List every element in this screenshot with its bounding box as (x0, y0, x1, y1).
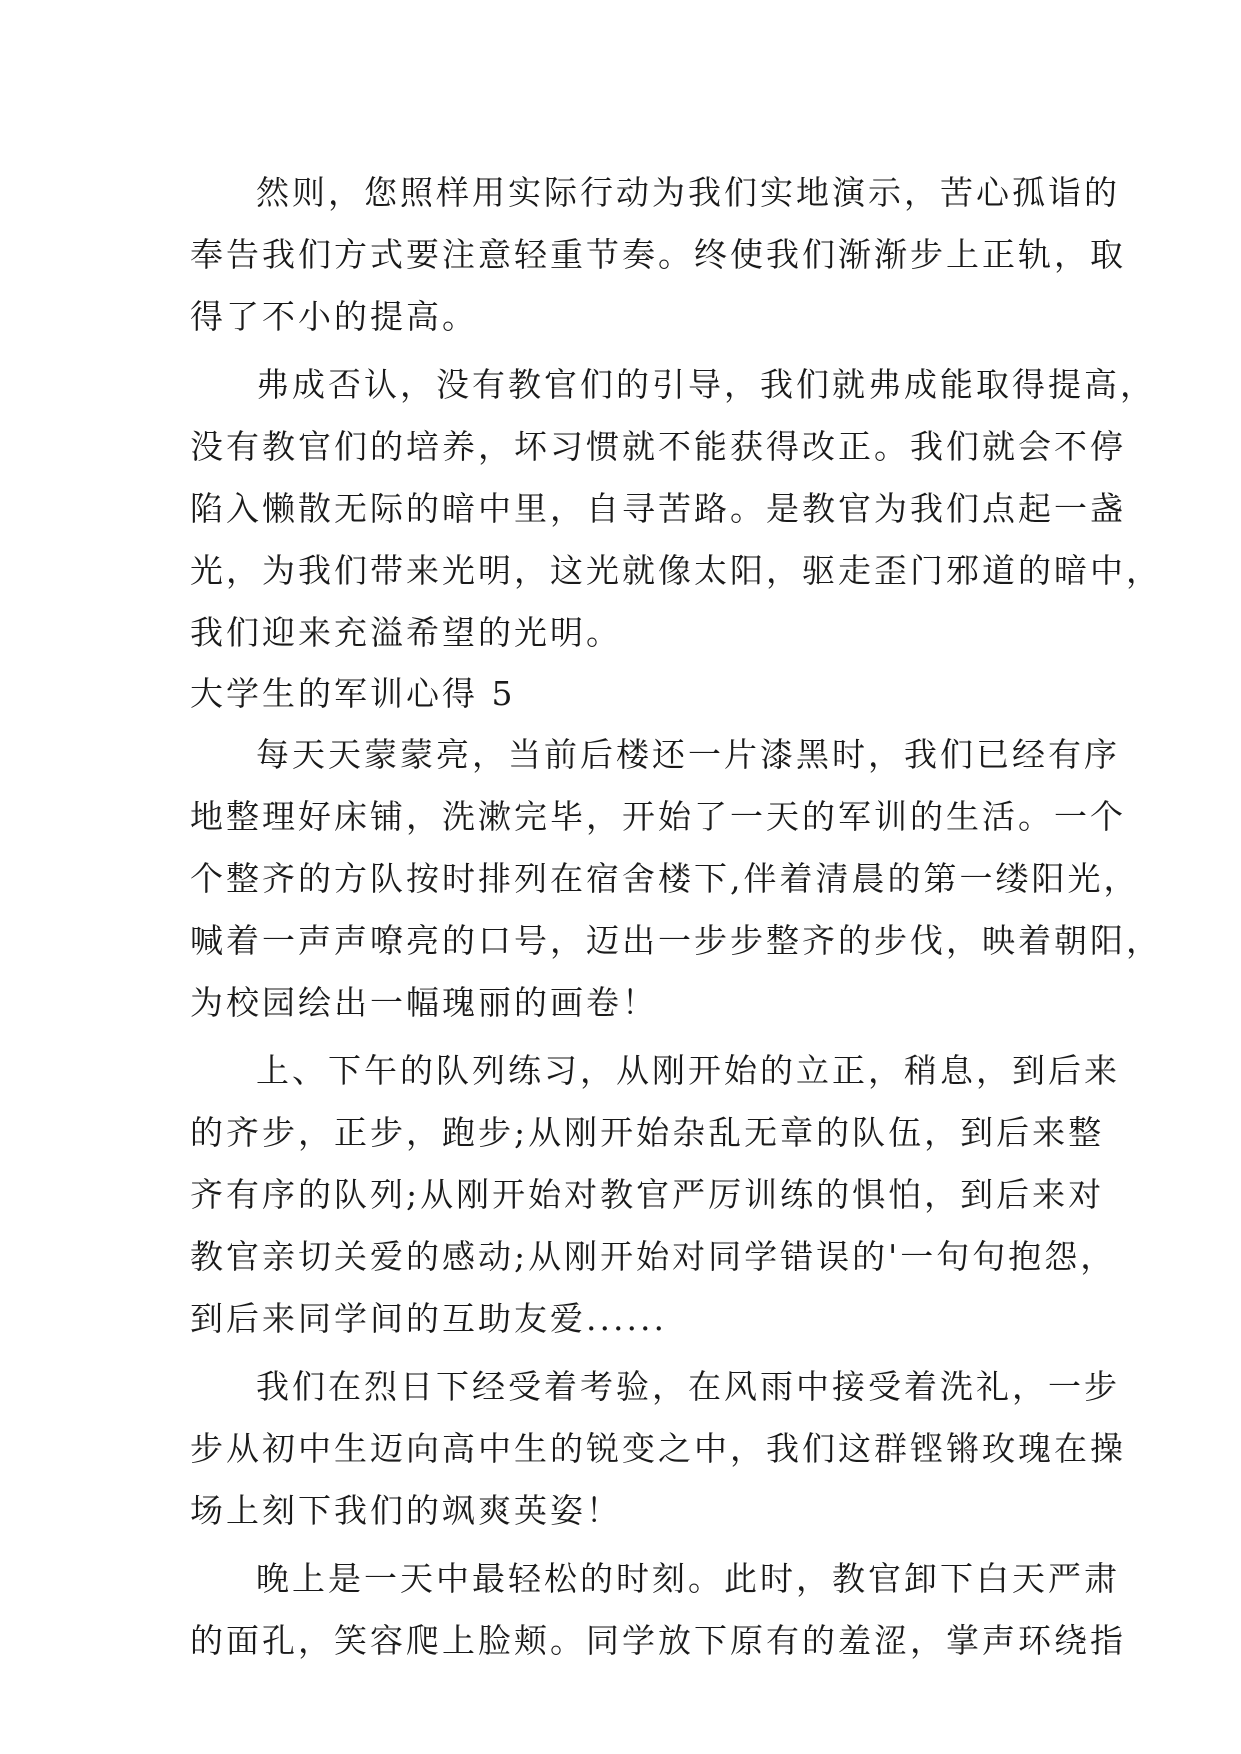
paragraph-line: 然则，您照样用实际行动为我们实地演示，苦心孤诣的 (256, 173, 1120, 212)
paragraph (190, 1548, 1126, 1672)
paragraph-line: 的齐步，正步，跑步;从刚开始杂乱无章的队伍，到后来整 (190, 1113, 1105, 1152)
paragraph-line: 齐有序的队列;从刚开始对教官严厉训练的惧怕，到后来对 (190, 1175, 1105, 1214)
paragraph-line: 奉告我们方式要注意轻重节奏。终使我们渐渐步上正轨，取 (190, 235, 1126, 274)
paragraph (190, 724, 1162, 1034)
paragraph-line: 个整齐的方队按时排列在宿舍楼下,伴着清晨的第一缕阳光， (190, 859, 1140, 898)
paragraph-line: 上、下午的队列练习，从刚开始的立正，稍息，到后来 (256, 1051, 1120, 1090)
section-heading-text: 大学生的军训心得 5 (190, 674, 516, 713)
paragraph-line: 得了不小的提高。 (190, 297, 478, 336)
paragraph-line: 的面孔，笑容爬上脸颊。同学放下原有的羞涩，掌声环绕指 (190, 1621, 1126, 1660)
paragraph-line: 为校园绘出一幅瑰丽的画卷！ (190, 983, 658, 1022)
paragraph-line: 我们迎来充溢希望的光明。 (190, 613, 622, 652)
paragraph (190, 162, 1126, 348)
paragraph-line: 我们在烈日下经受着考验，在风雨中接受着洗礼，一步 (256, 1367, 1120, 1406)
paragraph-line: 光，为我们带来光明，这光就像太阳，驱走歪门邪道的暗中， (190, 551, 1162, 590)
paragraph-line: 弗成否认，没有教官们的引导，我们就弗成能取得提高， (256, 365, 1156, 404)
paragraph-line: 步从初中生迈向高中生的锐变之中，我们这群铿锵玫瑰在操 (190, 1429, 1126, 1468)
paragraph-line: 场上刻下我们的飒爽英姿！ (190, 1491, 622, 1530)
paragraph-line: 晚上是一天中最轻松的时刻。此时，教官卸下白天严肃 (256, 1559, 1120, 1598)
paragraph-line: 教官亲切关爱的感动;从刚开始对同学错误的'一句句抱怨， (190, 1237, 1117, 1276)
paragraph-line: 喊着一声声嘹亮的口号，迈出一步步整齐的步伐，映着朝阳， (190, 921, 1162, 960)
paragraph-line: 到后来同学间的互助友爱...... (190, 1299, 667, 1338)
paragraph-line: 每天天蒙蒙亮，当前后楼还一片漆黑时，我们已经有序 (256, 735, 1120, 774)
document-body (190, 162, 1162, 1672)
paragraph (190, 1040, 1120, 1350)
paragraph (190, 1356, 1126, 1542)
section-heading (190, 664, 1070, 724)
paragraph-line: 陷入懒散无际的暗中里，自寻苦路。是教官为我们点起一盏 (190, 489, 1126, 528)
paragraph-line: 地整理好床铺，洗漱完毕，开始了一天的军训的生活。一个 (190, 797, 1126, 836)
paragraph-line: 没有教官们的培养，坏习惯就不能获得改正。我们就会不停 (190, 427, 1126, 466)
paragraph (190, 354, 1162, 664)
